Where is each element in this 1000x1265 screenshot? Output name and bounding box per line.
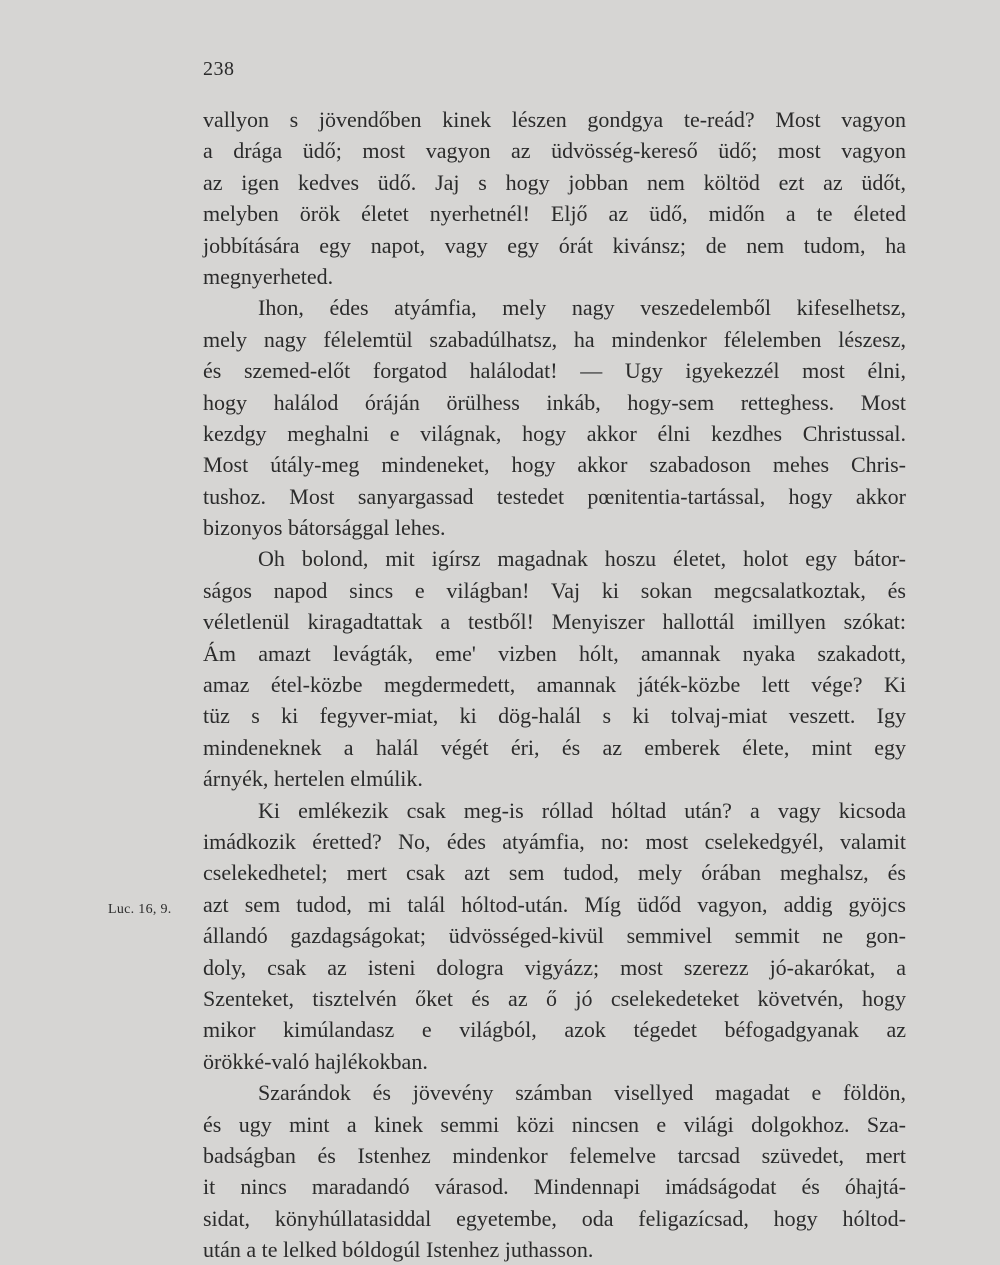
text-line: az igen kedves üdő. Jaj s hogy jobban nem költöd ezt az üdőt, [203,169,906,195]
text-line: vallyon s jövendőben kinek lészen gondgya te-reád? Most vagyon [203,107,906,132]
text-line: bizonyos bátorsággal lehes. [203,515,446,541]
text-line: amaz étel-közbe megdermedett, amannak játék-közbe lett vége? Ki [203,672,906,698]
text-line: Most útály-meg mindeneket, hogy akkor szabadoson mehes Chris- [203,452,906,478]
text-line: és ugy mint a kinek semmi közi nincsen e világi dolgokhoz. Sza- [203,1111,906,1137]
text-line: kezdgy meghalni e világnak, hogy akkor élni kezdhes Christussal. [203,420,906,446]
text-line: it nincs maradandó várasod. Mindennapi imádságodat és óhajtá- [203,1174,906,1200]
margin-reference-note: Luc. 16, 9. [108,902,172,917]
text-line: Ám amazt levágták, eme' vizben hólt, amannak nyaka szakadott, [203,640,906,666]
text-line: állandó gazdagságokat; üdvösséged-kivül semmivel semmit ne gon- [203,923,906,949]
text-line: hogy halálod óráján örülhess inkáb, hogy-sem retteghess. Most [203,389,906,415]
text-line: azt sem tudod, mi talál hóltod-után. Míg üdőd vagyon, addig gyöjcs [203,891,906,917]
text-line: Ki emlékezik csak meg-is róllad hóltad után? a vagy kicsoda [258,797,906,823]
text-line: jobbítására egy napot, vagy egy órát kivánsz; de nem tudom, ha [203,232,906,258]
text-line: badságban és Istenhez mindenkor felemelve tarcsad szüvedet, mert [203,1142,906,1168]
text-line: imádkozik éretted? No, édes atyámfia, no: most cselekedgyél, valamit [203,828,906,854]
text-line: a drága üdő; most vagyon az üdvösség-kereső üdő; most vagyon [203,138,906,164]
text-line: és szemed-előt forgatod halálodat! — Ugy igyekezzél most élni, [203,358,906,384]
text-line: tushoz. Most sanyargassad testedet pœnitentia-tartással, hogy akkor [203,483,906,509]
text-line: mely nagy félelemtül szabadúlhatsz, ha mindenkor félelemben lészesz, [203,326,906,352]
text-line: ságos napod sincs e világban! Vaj ki sokan megcsalatkoztak, és [203,577,906,603]
body-text [203,104,906,1265]
text-line: mindeneknek a halál végét éri, és az emberek élete, mint egy [203,734,906,760]
text-line: doly, csak az isteni dologra vigyázz; most szerezz jó-akarókat, a [203,954,906,980]
text-line: örökké-való hajlékokban. [203,1048,428,1074]
text-line: Szenteket, tisztelvén őket és az ő jó cselekedeteket követvén, hogy [203,985,906,1011]
text-line: cselekedhetel; mert csak azt sem tudod, mely órában meghalsz, és [203,860,906,886]
text-line: sidat, könyhúllatasiddal egyetembe, oda feligazícsad, hogy hóltod- [203,1205,906,1231]
text-line: megnyerheted. [203,263,334,289]
text-line: Ihon, édes atyámfia, mely nagy veszedelemből kifeselhetsz, [258,295,906,321]
text-line: tüz s ki fegyver-miat, ki dög-halál s ki tolvaj-miat veszett. Igy [203,703,906,729]
text-line: melyben örök életet nyerhetnél! Eljő az üdő, midőn a te életed [203,201,906,227]
text-line: véletlenül kiragadtattak a testből! Menyiszer hallottál imillyen szókat: [203,609,906,635]
text-line: mikor kimúlandasz e világból, azok tégedet béfogadgyanak az [203,1017,906,1043]
text-line: után a te lelked bóldogúl Istenhez juthasson. [203,1237,594,1263]
text-line: Oh bolond, mit igírsz magadnak hoszu életet, holot egy bátor- [258,546,906,572]
text-line: árnyék, hertelen elmúlik. [203,766,423,792]
page-number: 238 [203,58,235,80]
text-line: Szarándok és jövevény számban visellyed magadat e földön, [258,1080,906,1106]
